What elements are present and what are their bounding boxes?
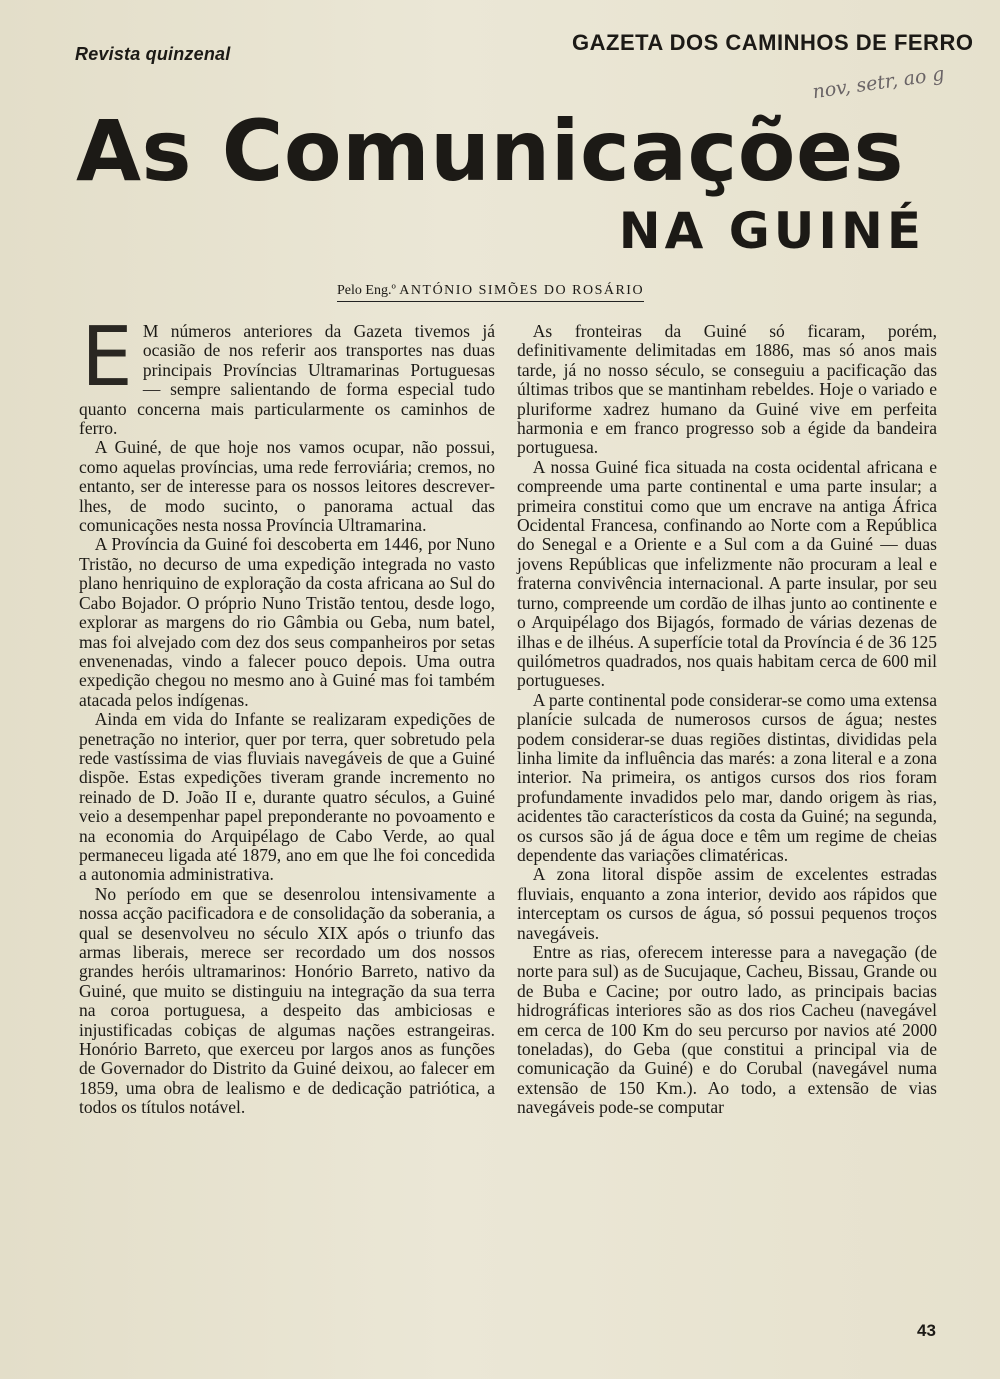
- paragraph: A Província da Guiné foi descoberta em 1446, por Nuno Tristão, no decurso de uma expedição integrada no vasto plano henriquino de exploração da costa africana ao Sul do Cabo Bojador. O próprio Nuno Tristão tentou, desde logo, explorar as margens do rio Gâmbia ou Geba, num batel, mas foi alvejado com dez dos seus companheiros por setas envenenadas, vindo a falecer pouco depois. Uma outra expedição chegou no mesmo ano à Guiné mas foi também atacada pelos indígenas.: [79, 534, 495, 710]
- header-right: GAZETA DOS CAMINHOS DE FERRO: [572, 30, 974, 55]
- paragraph: A zona litoral dispõe assim de excelentes estradas fluviais, enquanto a zona interior, devido aos rápidos que interceptam os cursos de água, só possui pequenos troços navegáveis.: [517, 864, 937, 943]
- paragraph: [79, 310, 495, 439]
- paragraph: A Guiné, de que hoje nos vamos ocupar, não possui, como aquelas províncias, uma rede ferroviária; cremos, no entanto, ser de interesse para os nossos leitores descrever-lhes, de modo sucinto, o panorama actual das comunicações nesta nossa Província Ultramarina.: [79, 437, 495, 536]
- page-number: 43: [917, 1321, 936, 1340]
- paragraph-text: M números anteriores da Gazeta tivemos já ocasião de nos referir aos transportes nas duas principais Províncias Ultramarinas Portuguesas — sempre salientando de forma especial tudo quanto concerna mais particularmente os caminhos de ferro.: [79, 321, 495, 439]
- article-subtitle: NA GUINÉ: [618, 202, 925, 260]
- paragraph: Entre as rias, oferecem interesse para a navegação (de norte para sul) as de Sucujaque, Cacheu, Bissau, Grande ou de Buba e Cacine; por outro lado, as principais bacias hidrográficas interiores são as dos rios Cacheu (navegável em cerca de 100 Km do seu percurso por navios até 2000 toneladas), do Geba (que constitui a principal via de comunicação da Guiné) e do Corubal (navegável numa extensão de 150 Km.). Ao todo, a extensão de vias navegáveis pode-se computar: [517, 942, 937, 1118]
- paragraph: No período em que se desenrolou intensivamente a nossa acção pacificadora e de consolidação da soberania, a qual se desenvolveu no século XIX após o triunfo das armas liberais, merece ser recordado um dos nossos grandes heróis ultramarinos: Honório Barreto, nativo da Guiné, que muito se distinguiu na integração da sua terra na coroa portuguesa, a despeito das ambiciosas e injustificadas cobiças de algumas nações estrangeiras. Honório Barreto, que exerceu por largos anos as funções de Governador do Distrito da Guiné deixou, ao falecer em 1859, uma obra de lealismo e de dedicação patriótica, a todos os títulos notável.: [79, 883, 495, 1118]
- byline-prefix: Pelo Eng.º: [337, 283, 396, 298]
- handwritten-note: nov, setr, ao g: [811, 62, 946, 104]
- paragraph: A nossa Guiné fica situada na costa ocidental africana e compreende uma parte continental e uma parte insular; a primeira constitui como que um encrave na antiga África Ocidental Francesa, confinando ao Norte com a República do Senegal e a Oriente e a Sul com a da Guiné — duas jovens Repúblicas que infelizmente não procuram a leal e fraterna convivência internacional. A parte insular, por seu turno, compreende um cordão de ilhas junto ao continente e o Arquipélago dos Bijagós, formado de várias dezenas de ilhas e de ilhéus. A superfície total da Província é de 36 125 quilómetros quadrados, nos quais habitam cerca de 600 mil portugueses.: [517, 456, 937, 691]
- article-title: As Comunicações: [76, 102, 904, 200]
- right-column: [517, 322, 937, 1118]
- header-left: Revista quinzenal: [75, 44, 231, 64]
- byline-author: ANTÓNIO SIMÕES DO ROSÁRIO: [399, 283, 645, 298]
- paragraph: Ainda em vida do Infante se realizaram expedições de penetração no interior, quer por terra, quer sobretudo pela rede vastíssima de vias fluviais navegáveis de que a Guiné dispõe. Estas expedições tiveram grande incremento no reinado de D. João II e, durante quatro séculos, a Guiné veio a desempenhar papel preponderante no povoamento e na economia do Arquipélago de Cabo Verde, ao qual permaneceu ligada até 1879, ano em que lhe foi concedida a autonomia administrativa.: [79, 709, 495, 885]
- paragraph: As fronteiras da Guiné só ficaram, porém, definitivamente delimitadas em 1886, mas só anos mais tarde, já no nosso século, se conseguiu a pacificação das últimas tribos que se mantinham rebeldes. Hoje o variado e pluriforme xadrez humano da Guiné vive em perfeita harmonia e em franco progresso sob a égide da bandeira portuguesa.: [517, 321, 937, 458]
- left-column: [79, 310, 495, 1118]
- paragraph: A parte continental pode considerar-se como uma extensa planície sulcada de numerosos cursos de água; nestes podem considerar-se duas regiões distintas, divididas pela linha limite da influência das marés: a zona literal e a zona interior. Na primeira, os antigos cursos dos rios foram profundamente invadidos pelo mar, dando origem às rias, acidentes tão característicos da costa da Guiné; na segunda, os cursos são já de água doce e têm um regime de cheias dependente das variações climatéricas.: [517, 689, 937, 865]
- byline: [337, 283, 644, 302]
- drop-cap: E: [81, 310, 133, 405]
